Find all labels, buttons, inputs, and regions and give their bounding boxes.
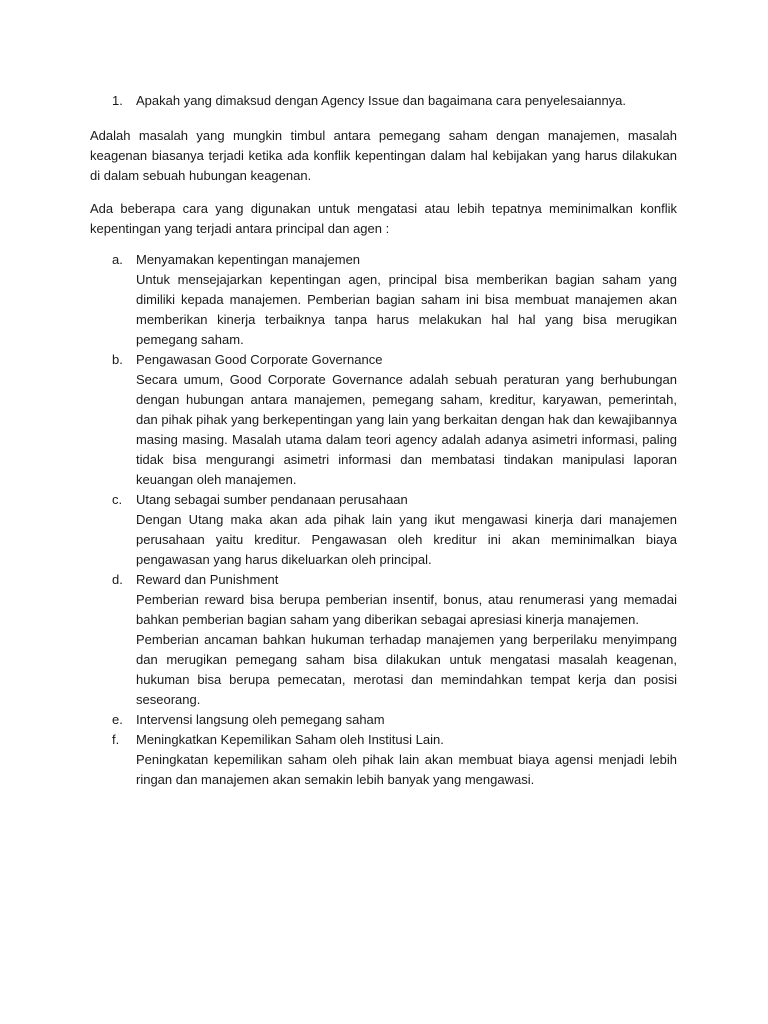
question-heading (112, 91, 672, 111)
list-marker: c. (112, 492, 123, 507)
list-item-body: Untuk mensejajarkan kepentingan agen, principal bisa memberikan bagian saham yang dimiliki kepada manajemen. Pemberian bagian saham ini bisa membuat manajemen akan memberikan kinerja terbaiknya tanpa harus melakukan hal hal yang bisa merugikan pemegang saham. (136, 272, 677, 347)
list-item-body: Peningkatan kepemilikan saham oleh pihak lain akan membuat biaya agensi menjadi lebih ringan dan manajemen akan semakin lebih banyak yang mengawasi. (136, 752, 677, 787)
list-item-title: Reward dan Punishment (136, 572, 279, 587)
list-item-f (112, 730, 677, 790)
answer-paragraph-2: Ada beberapa cara yang digunakan untuk mengatasi atau lebih tepatnya meminimalkan konflik kepentingan yang terjadi antara principal dan agen : (90, 201, 677, 236)
list-marker: a. (112, 252, 123, 267)
list-item-a (112, 250, 677, 350)
list-item-e (112, 710, 677, 730)
solution-list (112, 250, 677, 790)
list-item-body: Pemberian reward bisa berupa pemberian insentif, bonus, atau renumerasi yang memadai bahkan pemberian bagian saham yang diberikan sebagai apresiasi kinerja manajemen. (136, 592, 677, 627)
list-item-content (136, 730, 677, 790)
list-item-content (136, 710, 677, 730)
question-text: Apakah yang dimaksud dengan Agency Issue dan bagaimana cara penyelesaiannya. (136, 93, 627, 108)
list-item-content (136, 490, 677, 570)
list-item-content (136, 250, 677, 350)
question-number: 1. (112, 93, 123, 108)
list-item-c (112, 490, 677, 570)
list-item-content (136, 570, 677, 710)
list-marker: d. (112, 572, 123, 587)
list-item-body: Secara umum, Good Corporate Governance adalah sebuah peraturan yang berhubungan dengan hubungan antara manajemen, pemegang saham, kreditur, karyawan, pemerintah, dan pihak pihak yang berkepentingan yang lain yang berkaitan dengan hak dan kewajibannya masing masing. Masalah utama dalam teori agency adalah adanya asimetri informasi, paling tidak bisa mengurangi asimetri informasi dan membatasi tindakan manipulasi laporan keuangan oleh manajemen. (136, 372, 677, 487)
list-item-b (112, 350, 677, 490)
list-item-d (112, 570, 677, 710)
list-marker: e. (112, 712, 123, 727)
list-item-title: Meningkatkan Kepemilikan Saham oleh Institusi Lain. (136, 732, 444, 747)
list-item-body: Dengan Utang maka akan ada pihak lain yang ikut mengawasi kinerja dari manajemen perusahaan yaitu kreditur. Pengawasan oleh kreditur ini akan meminimalkan biaya pengawasan yang harus dikeluarkan oleh principal. (136, 512, 677, 567)
list-marker: f. (112, 732, 120, 747)
list-item-content (136, 350, 677, 490)
answer-paragraph-1: Adalah masalah yang mungkin timbul antara pemegang saham dengan manajemen, masalah keagenan biasanya terjadi ketika ada konflik kepentingan dalam hal kebijakan yang harus dilakukan di dalam sebuah hubungan keagenan. (90, 128, 677, 183)
list-item-body: Pemberian ancaman bahkan hukuman terhadap manajemen yang berperilaku menyimpang dan merugikan pemegang saham bisa dilakukan untuk mengatasi masalah keagenan, hukuman bisa berupa pemecatan, merotasi dan memindahkan tempat kerja dan posisi seseorang. (136, 632, 677, 707)
list-item-title: Menyamakan kepentingan manajemen (136, 252, 361, 267)
list-marker: b. (112, 352, 123, 367)
list-item-title: Pengawasan Good Corporate Governance (136, 352, 383, 367)
list-item-title: Utang sebagai sumber pendanaan perusahaan (136, 492, 408, 507)
list-item-title: Intervensi langsung oleh pemegang saham (136, 712, 385, 727)
